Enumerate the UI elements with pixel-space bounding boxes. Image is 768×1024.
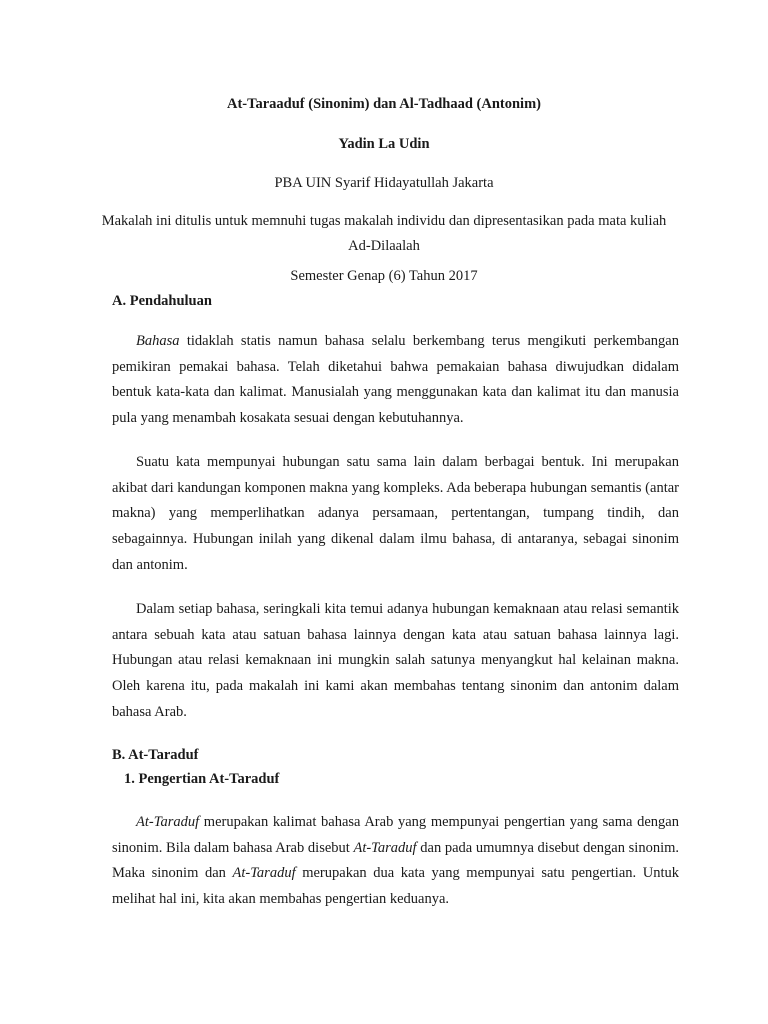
paragraph-text: Dalam setiap bahasa, seringkali kita temui adanya hubungan kemaknaan atau relasi semantik antara sebuah kata atau satuan bahasa lainnya dengan kata atau satuan bahasa lainnya lagi. Hubungan atau relasi kemaknaan ini mungkin salah satunya menyangkut hal kelainan makna. Oleh karena itu, pada makalah ini kami akan membahas tentang sinonim dan antonim dalam bahasa Arab.: [112, 601, 679, 720]
purpose-statement: Makalah ini ditulis untuk memnuhi tugas makalah individu dan dipresentasikan pada mata kuliah Ad-Dilaalah: [101, 213, 667, 254]
italic-term: At-Taraduf: [136, 814, 200, 830]
paragraph-taraduf-1: [112, 810, 679, 913]
semester-line: Semester Genap (6) Tahun 2017: [290, 268, 478, 284]
italic-term: At-Taraduf: [353, 839, 417, 856]
section-heading-pendahuluan: A. Pendahuluan: [112, 293, 212, 309]
subsection-heading-pengertian: 1. Pengertian At-Taraduf: [124, 771, 280, 787]
section-heading-at-taraduf: B. At-Taraduf: [112, 747, 199, 763]
document-title: At-Taraaduf (Sinonim) dan Al-Tadhaad (Antonim): [227, 96, 541, 112]
paragraph-intro-1: [112, 329, 679, 432]
paragraph-text: merupakan kalimat bahasa Arab yang mempunyai pengertian yang sama dengan sinonim. Bila dalam bahasa Arab disebut: [112, 814, 679, 856]
italic-term: Bahasa: [136, 333, 180, 349]
paragraph-text: dan pada umumnya disebut dengan sinonim. Maka sinonim dan: [112, 839, 679, 882]
italic-term: At-Taraduf: [232, 865, 296, 882]
paragraph-text: tidaklah statis namun bahasa selalu berkembang terus mengikuti perkembangan pemikiran pemakai bahasa. Telah diketahui bahwa pemakaian bahasa diwujudkan didalam bentuk kata-kata dan kalimat. Manusialah yang menggunakan kata dan kalimat itu dan manusia pula yang menambah kosakata sesuai dengan kebutuhannya.: [112, 333, 679, 427]
author-name: Yadin La Udin: [338, 136, 430, 152]
paragraph-intro-3: [112, 597, 679, 726]
paragraph-intro-2: [112, 450, 679, 579]
paragraph-text: Suatu kata mempunyai hubungan satu sama lain dalam berbagai bentuk. Ini merupakan akibat dari kandungan komponen makna yang kompleks. Ada beberapa hubungan semantis (antar makna) yang memperlihatkan adanya persamaan, pertentangan, tumpang tindih, dan sebagainnya. Hubungan inilah yang dikenal dalam ilmu bahasa, di antaranya, sebagai sinonim dan antonim.: [112, 454, 679, 573]
paragraph-text: merupakan dua kata yang mempunyai satu pengertian. Untuk melihat hal ini, kita akan membahas pengertian keduanya.: [112, 865, 679, 908]
affiliation: PBA UIN Syarif Hidayatullah Jakarta: [274, 175, 494, 191]
